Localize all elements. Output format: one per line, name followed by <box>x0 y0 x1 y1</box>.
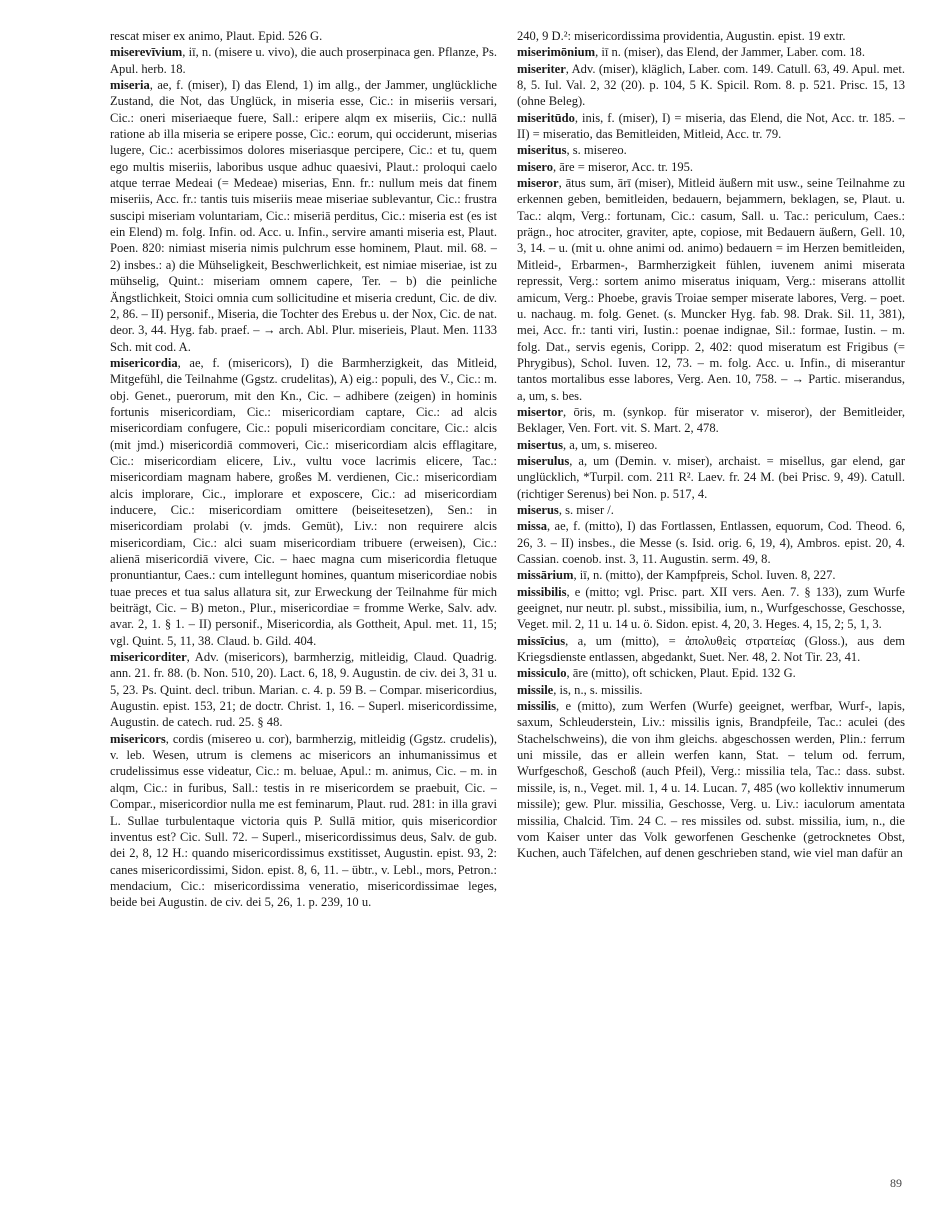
entry-headword: missile <box>517 682 554 697</box>
dictionary-entry <box>517 28 905 44</box>
entry-headword: miseriter <box>517 61 566 76</box>
entry-text: , iī n. (miser), das Elend, der Jammer, Laber. com. 18. <box>595 45 865 60</box>
dictionary-entry <box>110 355 497 649</box>
entry-headword: misero <box>517 159 554 174</box>
entry-text: , e (mitto), zum Werfen (Wurfe) geeignet, werfbar, Wurf-, lapis, saxum, Schleuderstein, Liv.: missilis ignis, Brandpfeile, Tac.: aculei (des Stachelschweins), die von ihm gleichs. abgeschossen werden, Plin.: ferrum uni missile, das er allein werfen kann, Stat. – telum od. ferrum, Wurfgeschoß, Geschoß (auch Pfeil), Verg.: missilia tela, Tac.: dass. subst. missile, is, n., Veget. mil. 1, 4 u. 14. Lucan. 7, 485 (wo kollektiv innumerum missile); gew. Plur. missilia, Geschosse, Verg. u. Liv.: iaculorum amentata missilia, Chalcid. Tim. 24 C. – res missiles od. subst. missilia, ium, n., die vom Kaiser unter das Volk geworfenen Geschenke (getrocknetes Obst, Kuchen, auch Täfelchen, auf denen geschrieben stand, wie viel man dafür an <box>517 699 905 861</box>
left-column <box>110 28 497 1178</box>
right-column <box>517 28 905 1178</box>
entry-headword: miseria <box>110 78 150 93</box>
dictionary-entry <box>517 682 905 698</box>
entry-text: , ōris, m. (synkop. für miserator v. miseror), der Bemitleider, Beklager, Ven. Fort. vit. S. Mart. 2, 478. <box>517 404 905 436</box>
entry-text: , a, um (Demin. v. miser), archaist. = misellus, gar elend, gar unglücklich, *Turpil. com. 211 R². Laev. fr. 24 M. (bei Prisc. 9, 49). Catull. (richtiger Serenus) bei Non. p. 517, 4. <box>517 453 905 501</box>
entry-text: 240, 9 D.²: misericordissima providentia, Augustin. epist. 19 extr. <box>517 29 846 43</box>
entry-headword: misericors <box>110 731 166 746</box>
dictionary-entry <box>517 698 905 861</box>
dictionary-entry <box>110 649 497 731</box>
entry-headword: missīcius <box>517 633 566 648</box>
entry-headword: miserevīvium <box>110 45 183 60</box>
entry-headword: misertor <box>517 404 563 419</box>
dictionary-entry <box>517 110 905 143</box>
entry-text: , inis, f. (miser), I) = miseria, das Elend, die Not, Acc. tr. 185. – II) = miseratio, das Bemitleiden, Mitleid, Acc. tr. 79. <box>517 110 905 142</box>
entry-headword: miserus <box>517 502 559 517</box>
entry-text: , iī, n. (misere u. vivo), die auch proserpinaca gen. Pflanze, Ps. Apul. herb. 18. <box>110 45 497 76</box>
entry-headword: miserulus <box>517 453 570 468</box>
entry-text: , s. miser /. <box>558 502 614 517</box>
entry-text: , is, n., s. missilis. <box>553 682 643 697</box>
dictionary-entry <box>517 61 905 110</box>
entry-headword: missārium <box>517 568 574 583</box>
dictionary-entry <box>517 518 905 567</box>
entry-headword: miserimōnium <box>517 45 596 60</box>
entry-text: , iī, n. (mitto), der Kampfpreis, Schol. Iuven. 8, 227. <box>573 568 836 583</box>
dictionary-entry <box>517 44 905 60</box>
dictionary-entry <box>517 175 905 404</box>
entry-headword: misericorditer <box>110 650 187 665</box>
entry-text: , Adv. (miser), kläglich, Laber. com. 149. Catull. 63, 49. Apul. met. 8, 5. Iul. Val. 2, 32 (20). p. 104, 5 K. Spicil. Rom. 8. p. 521. Prisc. 15, 13 (ohne Beleg). <box>517 61 905 109</box>
dictionary-entry <box>517 159 905 175</box>
entry-text: , e (mitto; vgl. Prisc. part. XII vers. Aen. 7. § 133), zum Wurfe geeignet, nur neutr. pl. subst., missibilia, ium, n., Wurfgeschosse, Geschosse, Veget. mil. 2, 11 u. 14 u. ö. Sidon. epist. 4, 20, 3. Heges. 4, 15, 2; 5, 1, 3. <box>517 584 905 632</box>
dictionary-entry <box>110 731 497 911</box>
entry-headword: miseror <box>517 176 559 191</box>
entry-text: , s. misereo. <box>566 143 627 158</box>
dictionary-entry <box>517 437 905 453</box>
dictionary-entry <box>517 404 905 437</box>
entry-text: , āre = miseror, Acc. tr. 195. <box>553 159 694 174</box>
entry-headword: missiculo <box>517 666 567 681</box>
entry-text: , ae, f. (misericors), I) die Barmherzigkeit, das Mitleid, Mitgefühl, die Teilnahme (Ggstz. crudelitas), A) eig.: populi, des V., Cic.: m. obj. Genet., puerorum, mit den Kn., Cic. – adhibere (zeigen) in hominis fortunis misericordiam, Cic.: misericordiam captare, Cic.: ad alcis misericordiam confugere, Cic.: populi misericordiam concitare, Cic.: alcis (mit jmd.) misericordiā commoveri, Cic.: misericordiam alcis efflagitare, Cic.: misericordiam elicere, Liv., vultu voce lacrimis elicere, Tac.: misericordiam magnam habere, großes M. verdienen, Cic.: misericordiam alcis implorare, Cic., implorare et exposcere, Cic.: ad misericordiam inducere, Cic.: misericordiam omittere (beiseitesetzen), Sen.: in misericordiam prolabi (v. jmds. Gemüt), Liv.: non requirere alcis misericordiam, Cic.: alci suam misericordiam tribuere (erweisen), Cic.: alienā misericordiā vivere, Cic. – haec magna cum misericordia fletuque pronuntiantur, Caes.: cum intellegunt homines, quantum misericordiae nobis tuae preces et tua salus allatura sit, zur Erweckung der Teilnahme für mich beiträgt, Cic. – B) meton., Plur., misericordiae = fromme Werke, Salv. adv. avar. 2, 1. § 1. – II) personif., Misericordia, als Gottheit, Apul. met. 11, 15; vgl. Quint. 5, 11, 38. Claud. b. Gild. 404. <box>110 355 497 648</box>
entry-headword: missilis <box>517 699 557 714</box>
entry-text: , a, um (mitto), = ἀπολυθεὶς στρατείας (Gloss.), aus dem Kriegsdienste entlassen, abgedankt, Suet. Ner. 48, 2. Not Tir. 23, 41. <box>517 633 905 665</box>
dictionary-entry <box>110 77 497 355</box>
entry-headword: misertus <box>517 437 563 452</box>
dictionary-entry <box>110 28 497 44</box>
dictionary-entry <box>517 453 905 502</box>
dictionary-entry <box>517 142 905 158</box>
dictionary-entry <box>517 633 905 666</box>
entry-text: , a, um, s. misereo. <box>563 437 658 452</box>
dictionary-entry <box>517 584 905 633</box>
entry-text: rescat miser ex animo, Plaut. Epid. 526 G. <box>110 29 323 43</box>
dictionary-entry <box>517 567 905 583</box>
dictionary-entry <box>110 44 497 77</box>
entry-text: , ae, f. (miser), I) das Elend, 1) im allg., der Jammer, unglückliche Zustand, die Not, das Unglück, in miseria esse, Cic.: in miseriis versari, Cic.: oneri miseriaeque fuere, Sall.: eripere alqm ex miseriis, Cic.: nullā ratione ab illa miseria se eripere posse, Cic.: eorum, qui occiderunt, miserias lugere, Cic.: acerbissimos dolores miseriasque percipere, Cic.: et tu, quem ego multis miseriis, laboribus usque adhuc quaesivi, Plaut.: proloqui caelo atque terrae Medeai (= Medeae) miserias, Enn. fr.: nullum meis dat finem miseriis, Acc. fr.: tantis tuis miseriis meae miseriae sublevantur, Cic.: frustra suscipi miseriam voluntariam, Cic.: miseriā perditus, Cic.: miseria est (es ist ein Elend) m. folg. Infin. od. Acc. u. Infin., servire amanti miseria est, Plaut. Poen. 820: nimiast miseria nimis pulchrum esse hominem, Plaut. mil. 68. – 2) insbes.: a) die Mühseligkeit, Beschwerlichkeit, est nimiae miseriae, ist zu mühselig, Quint.: miseriam omnem capere, Ter. – b) die peinliche Ängstlichkeit, Stoici omnia cum sollicitudine et miseria credunt, Cic. de div. 2, 86. – II) personif., Miseria, die Tochter des Erebus u. der Nox, Cic. de nat. deor. 3, 44. Hyg. fab. praef. – → arch. Abl. Plur. miserieis, Plaut. Men. 1133 Sch. mit cod. A. <box>110 78 497 354</box>
dictionary-entry <box>517 665 905 681</box>
entry-headword: miseritus <box>517 143 567 158</box>
page-number: 89 <box>890 1176 902 1190</box>
entry-headword: missibilis <box>517 584 567 599</box>
entry-text: , cordis (misereo u. cor), barmherzig, mitleidig (Ggstz. crudelis), v. leb. Wesen, utrum is clemens ac misericors an inhumanissimus et crudelissimus esse videatur, Cic.: m. beluae, Apul.: m. animus, Cic. – m. in alqm, Cic.: in furibus, Sall.: testis in re misericordem se praebuit, Cic. – Compar., misericordior nulla me est feminarum, Plaut. rud. 281: in illa gravi L. Sullae turbulentaque victoria quis P. Sullā mitior, quis misericordior inventus est? Cic. Sull. 72. – Superl., misericordissimus deus, Salv. de gub. dei 2, 8, 12 H.: quando misericordissimus exstitisset, Augustin. epist. 93, 2: canes misericordissimi, Sidon. epist. 8, 6, 11. – übtr., v. Lebl., mors, Petron.: mendacium, Cic.: misericordissima veneratio, misericordissimae leges, beide bei Augustin. de civ. dei 5, 26, 1. p. 239, 10 u. <box>110 731 497 910</box>
entry-headword: miseritūdo <box>517 110 575 125</box>
dictionary-entry <box>517 502 905 518</box>
entry-headword: misericordia <box>110 355 178 370</box>
entry-headword: missa <box>517 519 547 534</box>
entry-text: , Adv. (misericors), barmherzig, mitleidig, Claud. Quadrig. ann. 21. fr. 88. (b. Non. 510, 20). Lact. 6, 18, 9. Augustin. de civ. dei 3, 31 u. 5, 23. Ps. Quint. decl. tribun. Marian. c. 4. p. 59 B. – Compar. misericordius, Augustin. epist. 153, 21; de doctr. Christ. 1, 16. – Superl. misericordissime, Augustin. de catech. rud. 25. § 48. <box>110 650 497 730</box>
entry-text: , ātus sum, ārī (miser), Mitleid äußern mit usw., seine Teilnahme zu erkennen geben, bemitleiden, bedauern, bejammern, beklagen, se, Plaut. u. Tac.: alqm, Verg.: fortunam, Cic.: casum, Sall. u. Tac.: periculum, Caes.: prägn., hoc atrociter, graviter, apte, copiose, mit Bedauern äußern, Gell. 10, 3, 14. – u. (mit u. ohne animi od. animo) bedauern = im Herzen bemitleiden, Mitleid-, Erbarmen-, Barmherzigkeit fühlen, iuvenem animi miserata repressit, Verg.: sortem animo miseratus iniquam, Verg.: miserans attollit amicum, Verg.: Phoebe, gravis Troiae semper miserate labores, Verg. – poet. u. nachaug. m. folg. Genet. (s. Muncker Hyg. fab. 98. Drak. Sil. 11, 381), mei, Acc. fr.: tanti viri, Iustin.: poenae indignae, Sil.: formae, Iustin. – m. folg. Dat., servis egenis, Coripp. 2, 402: quod miseratum est Frigibus (= Phrygibus), Schol. Iuven. 12, 73. – m. folg. Acc. u. Infin., di miserantur tantos mortalibus esse labores, Verg. Aen. 10, 758. – → Partic. miserandus, a, um, s. bes. <box>517 176 905 403</box>
entry-text: , āre (mitto), oft schicken, Plaut. Epid. 132 G. <box>566 666 796 681</box>
entry-text: , ae, f. (mitto), I) das Fortlassen, Entlassen, equorum, Cod. Theod. 6, 26, 3. – II) insbes., die Messe (s. Isid. orig. 6, 19, 4), Ambros. epist. 20, 4. Cassian. coenob. inst. 3, 11. Augustin. serm. 49, 8. <box>517 519 905 566</box>
